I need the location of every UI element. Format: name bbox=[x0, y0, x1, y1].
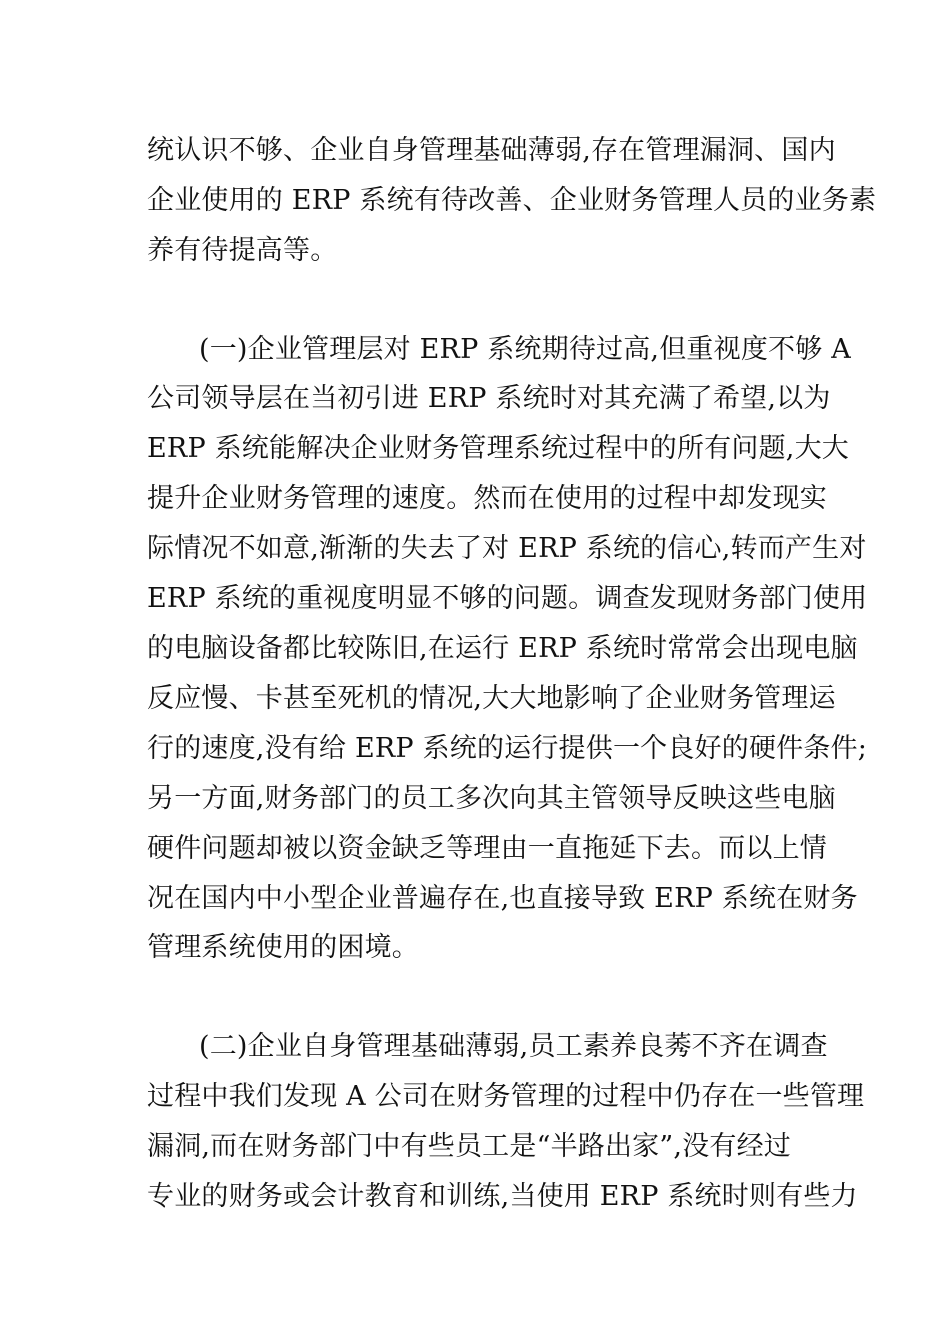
paragraph-3-line-2: 过程中我们发现 A 公司在财务管理的过程中仍存在一些管理 bbox=[147, 1081, 865, 1112]
paragraph-3-line-4: 专业的财务或会计教育和训练,当使用 ERP 系统时则有些力 bbox=[147, 1181, 858, 1212]
paragraph-2-line-12: 况在国内中小型企业普遍存在,也直接导致 ERP 系统在财务 bbox=[147, 883, 858, 914]
paragraph-2-line-13: 管理系统使用的困境。 bbox=[147, 932, 419, 963]
paragraph-1-line-3: 养有待提高等。 bbox=[147, 235, 338, 266]
paragraph-2-line-5: 际情况不如意,渐渐的失去了对 ERP 系统的信心,转而产生对 bbox=[147, 533, 867, 564]
paragraph-2-line-6: ERP 系统的重视度明显不够的问题。调查发现财务部门使用 bbox=[147, 583, 868, 614]
paragraph-2-line-1: (一)企业管理层对 ERP 系统期待过高,但重视度不够 A bbox=[199, 334, 851, 365]
paragraph-2-line-10: 另一方面,财务部门的员工多次向其主管领导反映这些电脑 bbox=[147, 783, 836, 814]
paragraph-2-line-11: 硬件问题却被以资金缺乏等理由一直拖延下去。而以上情 bbox=[147, 833, 827, 864]
paragraph-2-line-2: 公司领导层在当初引进 ERP 系统时对其充满了希望,以为 bbox=[147, 383, 831, 414]
paragraph-3-line-3: 漏洞,而在财务部门中有些员工是“半路出家”,没有经过 bbox=[147, 1131, 791, 1162]
paragraph-2-line-8: 反应慢、卡甚至死机的情况,大大地影响了企业财务管理运 bbox=[147, 683, 836, 714]
paragraph-3-line-1: (二)企业自身管理基础薄弱,员工素养良莠不齐在调查 bbox=[199, 1031, 828, 1062]
paragraph-2-line-4: 提升企业财务管理的速度。然而在使用的过程中却发现实 bbox=[147, 483, 827, 514]
paragraph-1-line-1: 统认识不够、企业自身管理基础薄弱,存在管理漏洞、国内 bbox=[147, 135, 836, 166]
paragraph-2-line-9: 行的速度,没有给 ERP 系统的运行提供一个良好的硬件条件; bbox=[147, 733, 868, 764]
paragraph-2-line-3: ERP 系统能解决企业财务管理系统过程中的所有问题,大大 bbox=[147, 433, 849, 464]
paragraph-2-line-7: 的电脑设备都比较陈旧,在运行 ERP 系统时常常会出现电脑 bbox=[147, 633, 858, 664]
paragraph-1-line-2: 企业使用的 ERP 系统有待改善、企业财务管理人员的业务素 bbox=[147, 185, 877, 216]
